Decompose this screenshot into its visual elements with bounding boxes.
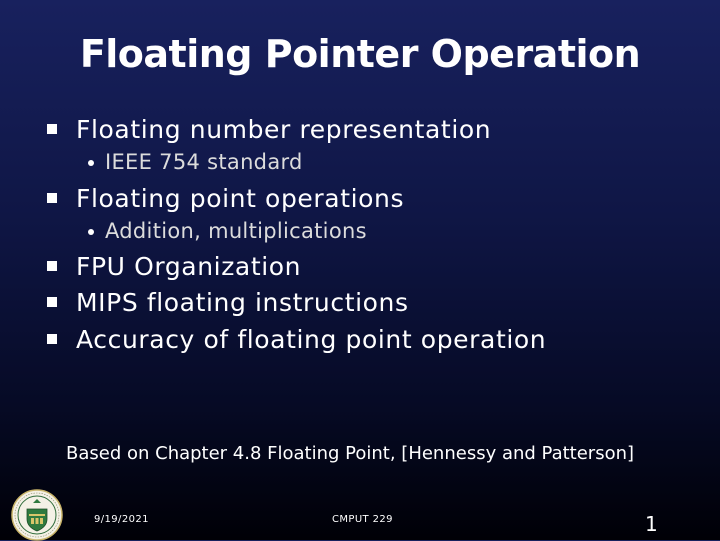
reference-note: Based on Chapter 4.8 Floating Point, [Hennessy and Patterson]: [66, 443, 635, 464]
bullet-text: MIPS floating instructions: [76, 288, 409, 317]
footer-course: CMPUT 229: [332, 514, 393, 525]
bullet-text: Floating number representation: [76, 115, 492, 144]
page-number: 1: [645, 512, 658, 536]
slide-title: Floating Pointer Operation: [79, 32, 641, 76]
square-bullet-icon: [47, 334, 57, 344]
bullet-text: Floating point operations: [76, 184, 405, 213]
sub-bullet-text: Addition, multiplications: [105, 219, 367, 243]
square-bullet-icon: [47, 124, 57, 134]
bullet-text: Accuracy of floating point operation: [76, 325, 547, 354]
square-bullet-icon: [47, 261, 57, 271]
dot-bullet-icon: [88, 160, 94, 166]
dot-bullet-icon: [88, 229, 94, 235]
footer-date: 9/19/2021: [94, 514, 149, 525]
square-bullet-icon: [47, 297, 57, 307]
sub-bullet-text: IEEE 754 standard: [105, 150, 303, 174]
bullet-text: FPU Organization: [76, 252, 302, 281]
square-bullet-icon: [47, 193, 57, 203]
university-seal-icon: [11, 489, 63, 541]
